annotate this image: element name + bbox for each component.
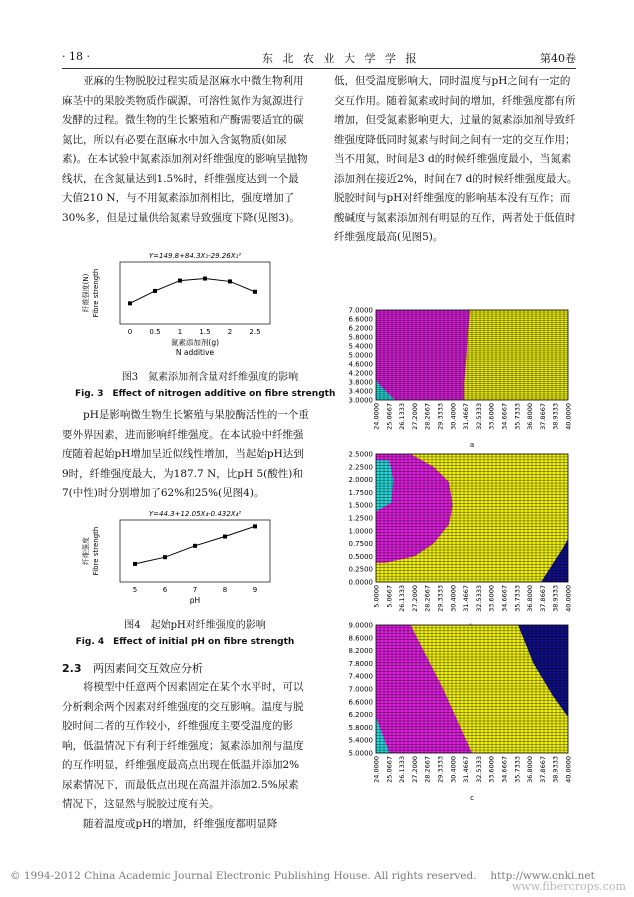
x-tick-label: 1.5	[199, 328, 211, 336]
y-tick-label: 1.7500	[348, 488, 373, 497]
x-tick-label: 0	[127, 328, 133, 336]
data-point	[153, 289, 157, 293]
x-tick-label: 26.1333	[398, 403, 407, 430]
right-column-top	[334, 72, 578, 248]
x-tick-label: 2.5	[249, 328, 261, 336]
journal-title: 东 北 农 业 大 学 学 报	[262, 52, 420, 65]
y-tick-label: 3.8000	[348, 378, 373, 387]
data-point	[223, 535, 227, 539]
footer-copyright: © 1994-2012 China Academic Journal Electronic Publishing House. All rights reserved. http://www.cnki.net	[10, 870, 595, 882]
x-tick-label: 0.5	[149, 328, 161, 336]
x-tick-label: 38.9333	[551, 585, 560, 612]
x-tick-label: 34.6667	[500, 403, 509, 430]
x-tick-label: 24.0000	[372, 756, 381, 783]
fig3-caption-en: Fig. 3 Effect of nitrogen additive on fibre strength	[75, 389, 336, 399]
fig3-chart	[80, 250, 280, 370]
contour-panel-b	[334, 446, 584, 620]
y-tick-label: 4.2000	[348, 369, 373, 378]
x-tick-label: 40.0000	[564, 585, 573, 612]
x-tick-label: 33.6000	[487, 585, 496, 612]
x-tick-label: 31.4667	[462, 585, 471, 612]
y-axis-label-en: Fibre strength	[92, 268, 100, 318]
x-tick-label: 40.0000	[564, 403, 573, 430]
y-tick-label: 0.7500	[348, 540, 373, 549]
x-tick-label: 7	[192, 586, 198, 594]
x-tick-label: 31.4667	[462, 403, 471, 430]
x-axis-label-cn: 氮素添加剂(g)	[170, 338, 220, 347]
x-tick-label: 38.9333	[551, 756, 560, 783]
x-tick-label: 38.9333	[551, 403, 560, 430]
x-tick-label: 35.7333	[513, 585, 522, 612]
y-tick-label: 1.0000	[348, 527, 373, 536]
y-tick-label: 6.6000	[348, 315, 373, 324]
data-point	[203, 277, 207, 281]
volume-label: 第40卷	[540, 52, 576, 65]
x-tick-label: 37.8667	[538, 403, 547, 430]
figure-3	[80, 250, 280, 374]
x-tick-label: 37.8667	[538, 585, 547, 612]
data-point	[228, 279, 232, 283]
y-tick-label: 5.0000	[348, 351, 373, 360]
y-tick-label: 0.0000	[348, 578, 373, 587]
y-tick-label: 0.5000	[348, 552, 373, 561]
x-tick-label: 36.8000	[526, 756, 535, 783]
y-tick-label: 5.8000	[348, 333, 373, 342]
y-tick-label: 2.5000	[348, 450, 373, 459]
panel-label: a	[469, 441, 475, 449]
x-tick-label: 32.5333	[474, 403, 483, 430]
contour-panel-a	[334, 302, 584, 452]
y-tick-label: 7.4000	[348, 672, 373, 681]
data-point	[178, 279, 182, 283]
x-tick-label: 26.1333	[398, 756, 407, 783]
series-line	[130, 279, 255, 304]
x-tick-label: 27.2000	[410, 403, 419, 430]
x-tick-label: 35.7333	[513, 403, 522, 430]
y-tick-label: 9.0000	[348, 621, 373, 630]
x-tick-label: 29.3333	[436, 403, 445, 430]
x-tick-label: 30.4000	[449, 756, 458, 783]
paragraph: 亚麻的生物脱胶过程实质是沤麻水中微生物利用麻茎中的果胶类物质作碳源，可溶性氮作为氮源进行发酵的过程。微生物的生长繁殖和产酶需要适宜的碳氮比，所以有必要在沤麻水中加入含氮物质(如尿素)。在本试验中氮素添加剂对纤维强度的影响呈抛物线状，在含氮量达到1.5%时，纤维强度达到一个最大值210 N，与不用氮素添加剂相比，强度增加了30%多，但是过量供给氮素导致强度下降(见图3)。	[62, 75, 308, 224]
watermark: www.fibercrops.com	[511, 880, 626, 893]
data-point	[253, 524, 257, 528]
equation-label: Y=149.8+84.3X₁-29.26X₁²	[148, 252, 242, 260]
y-tick-label: 7.0000	[348, 685, 373, 694]
fig4-caption-cn: 图4 起始pH对纤维强度的影响	[124, 620, 266, 631]
y-tick-label: 7.0000	[348, 306, 373, 315]
left-column-top	[62, 72, 309, 228]
paragraph: 随着温度或pH的增加，纤维强度都明显降	[83, 817, 278, 830]
x-tick-label: 5	[132, 586, 138, 594]
x-axis-label-en: N additive	[175, 348, 215, 357]
x-tick-label: 29.3333	[436, 585, 445, 612]
running-header	[62, 50, 576, 66]
x-tick-label: 32.5333	[474, 756, 483, 783]
x-tick-label: 34.6667	[500, 756, 509, 783]
x-tick-label: 36.8000	[526, 585, 535, 612]
x-tick-label: 28.2667	[423, 585, 432, 612]
x-tick-label: 36.8000	[526, 403, 535, 430]
x-tick-label: 28.2667	[423, 756, 432, 783]
panel-label: c	[470, 794, 474, 802]
x-tick-label: 40.0000	[564, 756, 573, 783]
y-tick-label: 1.2500	[348, 514, 373, 523]
y-axis-label-cn: 纤维强度(N)	[82, 273, 90, 313]
figure-4	[80, 508, 280, 620]
x-tick-label: 34.6667	[500, 585, 509, 612]
y-tick-label: 5.8000	[348, 723, 373, 732]
x-tick-label: 28.2667	[423, 403, 432, 430]
paragraph: 将模型中任意两个因素固定在某个水平时，可以分析剩余两个因素对纤维强度的交互影响。温度与脱胶时间二者的互作较小，纤维强度主要受温度的影响，低温情况下有利于纤维强度；氮素添加剂与温度的互作明显，纤维强度最高点出现在低温并添加2%尿素情况下，而最低点出现在高温并添加2.5%尿素情况下，这显然与脱胶过度有关。	[62, 681, 304, 810]
x-tick-label: 9	[252, 586, 258, 594]
x-axis-label: pH	[189, 596, 201, 605]
x-tick-label: 5.0667	[385, 585, 394, 608]
x-tick-label: 25.0667	[385, 403, 394, 430]
x-tick-label: 30.4000	[449, 403, 458, 430]
equation-label: Y=44.3+12.05X₄-0.432X₄²	[148, 510, 242, 518]
section-number: 2.3	[62, 662, 82, 675]
fig3-caption-cn: 图3 氮素添加剂含量对纤维强度的影响	[121, 372, 299, 383]
x-tick-label: 33.6000	[487, 756, 496, 783]
y-tick-label: 4.6000	[348, 360, 373, 369]
y-tick-label: 5.4000	[348, 342, 373, 351]
contour-panel-c	[334, 617, 584, 802]
left-column-bottom	[62, 678, 309, 834]
y-tick-label: 3.4000	[348, 387, 373, 396]
y-tick-label: 6.2000	[348, 711, 373, 720]
paragraph: 低，但受温度影响大，同时温度与pH之间有一定的交互作用。随着氮素或时间的增加，纤维强度都有所增加，但受氮素影响更大，过量的氮素添加剂导致纤维强度降低同时氮素与时间之间有一定的交互作用；当不用氮，时间是3 d的时候纤维强度最小，当氮素添加剂在接近2%，时间在7 d的时候纤维强度最大。脱胶时间与pH对纤维强度的影响基本没有互作；而酸碱度与氮素添加剂有明显的互作，两者处于低值时纤维强度最高(见图5)。	[334, 75, 578, 243]
x-tick-label: 27.2000	[410, 756, 419, 783]
y-tick-label: 8.6000	[348, 634, 373, 643]
y-tick-label: 5.0000	[348, 749, 373, 758]
y-tick-label: 0.2500	[348, 565, 373, 574]
x-tick-label: 33.6000	[487, 403, 496, 430]
data-point	[253, 290, 257, 294]
fig4-chart	[80, 508, 280, 616]
y-tick-label: 6.2000	[348, 324, 373, 333]
plot-frame	[120, 262, 270, 324]
y-tick-label: 5.4000	[348, 736, 373, 745]
section-title: 两因素间交互效应分析	[93, 662, 203, 675]
y-tick-label: 7.8000	[348, 659, 373, 668]
x-tick-label: 27.2000	[410, 585, 419, 612]
left-column-mid	[62, 406, 309, 504]
y-tick-label: 2.2500	[348, 463, 373, 472]
x-tick-label: 2	[227, 328, 233, 336]
data-point	[133, 562, 137, 566]
y-tick-label: 8.2000	[348, 647, 373, 656]
x-tick-label: 32.5333	[474, 585, 483, 612]
header-rule	[62, 68, 576, 69]
y-axis-label-cn: 纤维强度	[82, 537, 90, 565]
x-tick-label: 35.7333	[513, 756, 522, 783]
x-tick-label: 25.0667	[385, 756, 394, 783]
y-tick-label: 1.5000	[348, 501, 373, 510]
x-tick-label: 29.3333	[436, 756, 445, 783]
y-axis-label-en: Fibre strength	[92, 526, 100, 576]
data-point	[128, 301, 132, 305]
x-tick-label: 24.0000	[372, 403, 381, 430]
data-point	[193, 544, 197, 548]
fig4-caption-en: Fig. 4 Effect of initial pH on fibre strength	[75, 637, 295, 647]
x-tick-label: 30.4000	[449, 585, 458, 612]
y-tick-label: 3.0000	[348, 396, 373, 405]
paragraph: pH是影响微生物生长繁殖与果胶酶活性的一个重要外界因素，进而影响纤维强度。在本试验中纤维强度随着起始pH增加呈近似线性增加，当起始pH达到9时，纤维强度最大，为187.7 N，比pH 5(酸性)和7(中性)时分别增加了62%和25%(见图4)。	[62, 409, 309, 499]
x-tick-label: 8	[222, 586, 228, 594]
x-tick-label: 26.1333	[398, 585, 407, 612]
x-tick-label: 31.4667	[462, 756, 471, 783]
x-tick-label: 5.0000	[372, 585, 381, 608]
data-point	[163, 555, 167, 559]
x-tick-label: 6	[162, 586, 168, 594]
page-number: · 18 ·	[62, 50, 90, 63]
y-tick-label: 6.6000	[348, 698, 373, 707]
section-heading	[62, 660, 203, 676]
x-tick-label: 1	[177, 328, 183, 336]
x-tick-label: 37.8667	[538, 756, 547, 783]
y-tick-label: 2.0000	[348, 476, 373, 485]
